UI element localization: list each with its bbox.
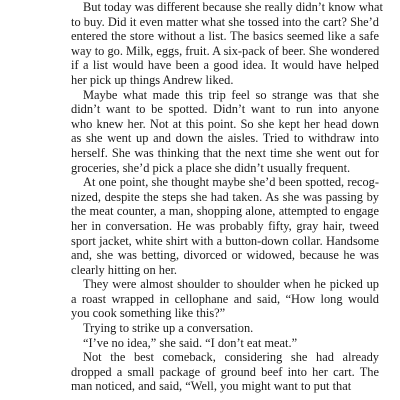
text-line: to buy. Did it even matter what she tossed into the cart? She’d — [71, 14, 379, 29]
paragraph — [59, 0, 383, 88]
text-line: a roast wrapped in cellophane and said, “How long would — [71, 291, 379, 306]
text-line: sport jacket, white shirt with a button-down collar. Handsome — [71, 233, 379, 248]
text-line: entered the store without a list. The basics seemed like a safe — [71, 29, 379, 44]
text-line: Maybe what made this trip feel so strange was that she — [83, 87, 379, 102]
text-line: and, she was betting, divorced or widowed, because he was — [71, 248, 379, 263]
text-line: At one point, she thought maybe she’d been spotted, recog- — [83, 175, 379, 190]
text-line: They were almost shoulder to shoulder when he picked up — [83, 277, 379, 292]
paragraph — [59, 321, 379, 336]
text-line: who knew her. Not at this point. So she kept her head down — [71, 116, 379, 131]
paragraph — [59, 336, 379, 351]
text-line: But today was different because she really didn’t know what — [83, 0, 383, 14]
text-line: “I’ve no idea,” she said. “I don’t eat meat.” — [83, 335, 298, 350]
text-line: Not the best comeback, considering she had already — [83, 350, 379, 365]
text-line: way to go. Milk, eggs, fruit. A six-pack of beer. She wondered — [71, 43, 380, 58]
text-line: the meat counter, a man, shopping alone, attempted to engage — [71, 204, 379, 219]
paragraph — [59, 277, 379, 321]
text-line: man noticed, and said, “Well, you might want to put that — [71, 379, 352, 394]
text-line: as she went up and down the aisles. Tried to withdraw into — [71, 131, 379, 146]
text-line: clearly hitting on her. — [71, 262, 177, 277]
paragraph — [59, 175, 379, 277]
body-text — [59, 0, 383, 394]
text-line: Trying to strike up a conversation. — [83, 321, 254, 336]
text-line: you cook something like this?” — [71, 306, 226, 321]
text-line: herself. She was thinking that the next time she went out for — [71, 145, 379, 160]
text-line: her in conversation. He was probably fifty, gray hair, tweed — [71, 218, 379, 233]
text-line: groceries, she’d pick a place she didn’t usually frequent. — [71, 160, 351, 175]
text-line: nized, despite the steps she had taken. As she was passing by — [71, 189, 379, 204]
text-line: dropped a small package of ground beef into her cart. The — [71, 364, 379, 379]
text-line: her pick up things Andrew liked. — [71, 72, 234, 87]
paragraph — [59, 350, 379, 394]
text-line: didn’t want to be spotted. Didn’t want to run into anyone — [71, 102, 379, 117]
text-line: if a list would have been a good idea. It would have helped — [71, 58, 379, 73]
paragraph — [59, 88, 379, 176]
